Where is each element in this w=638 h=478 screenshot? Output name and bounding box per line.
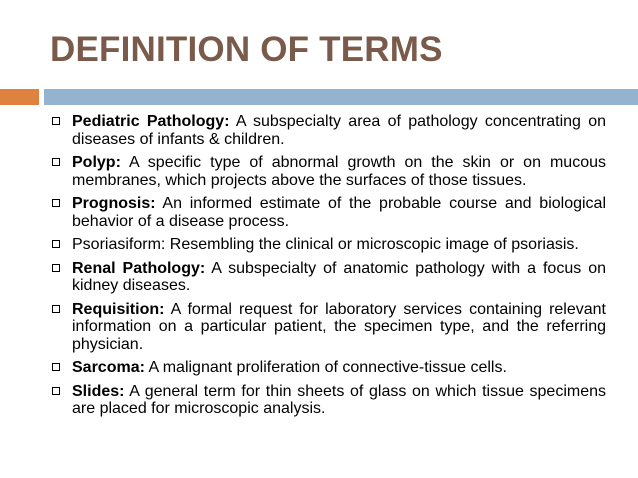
- list-item: [50, 359, 606, 377]
- square-bullet-icon: [52, 158, 60, 166]
- header-bar: [44, 89, 638, 105]
- term-label: Pediatric Pathology:: [72, 113, 230, 130]
- accent-bar: [0, 89, 39, 105]
- term-label: Prognosis:: [72, 195, 156, 212]
- list-item: [50, 195, 606, 230]
- term-label: Requisition:: [72, 300, 165, 318]
- slide-title: DEFINITION OF TERMS: [50, 30, 443, 69]
- square-bullet-icon: [52, 240, 60, 248]
- list-item: [50, 113, 606, 148]
- square-bullet-icon: [52, 305, 60, 313]
- term-definition: A malignant proliferation of connective-tissue cells.: [144, 359, 507, 376]
- definition-list: [50, 113, 606, 424]
- square-bullet-icon: [52, 264, 60, 272]
- square-bullet-icon: [52, 199, 60, 207]
- square-bullet-icon: [52, 117, 60, 125]
- term-label: Polyp:: [72, 154, 121, 171]
- term-definition: A formal request for laboratory services containing relevant information on a particular patient, the specimen type, and the referring physician.: [72, 300, 606, 353]
- list-item: [50, 383, 606, 418]
- list-item: [50, 260, 606, 295]
- term-definition: Psoriasiform: Resembling the clinical or microscopic image of psoriasis.: [72, 236, 579, 253]
- list-item: [50, 236, 606, 254]
- square-bullet-icon: [52, 387, 60, 395]
- term-definition: An informed estimate of the probable course and biological behavior of a disease process.: [72, 195, 606, 230]
- list-item: [50, 154, 606, 189]
- term-label: Renal Pathology:: [72, 259, 206, 277]
- term-label: Slides:: [72, 382, 125, 400]
- term-label: Sarcoma:: [72, 359, 145, 376]
- square-bullet-icon: [52, 363, 60, 371]
- list-item: [50, 301, 606, 354]
- term-definition: A subspecialty of anatomic pathology with a focus on kidney diseases.: [72, 259, 606, 294]
- term-definition: A specific type of abnormal growth on the skin or on mucous membranes, which projects above the surfaces of those tissues.: [72, 154, 606, 189]
- term-definition: A general term for thin sheets of glass on which tissue specimens are placed for microscopic analysis.: [72, 382, 606, 417]
- term-definition: A subspecialty area of pathology concentrating on diseases of infants & children.: [72, 113, 607, 148]
